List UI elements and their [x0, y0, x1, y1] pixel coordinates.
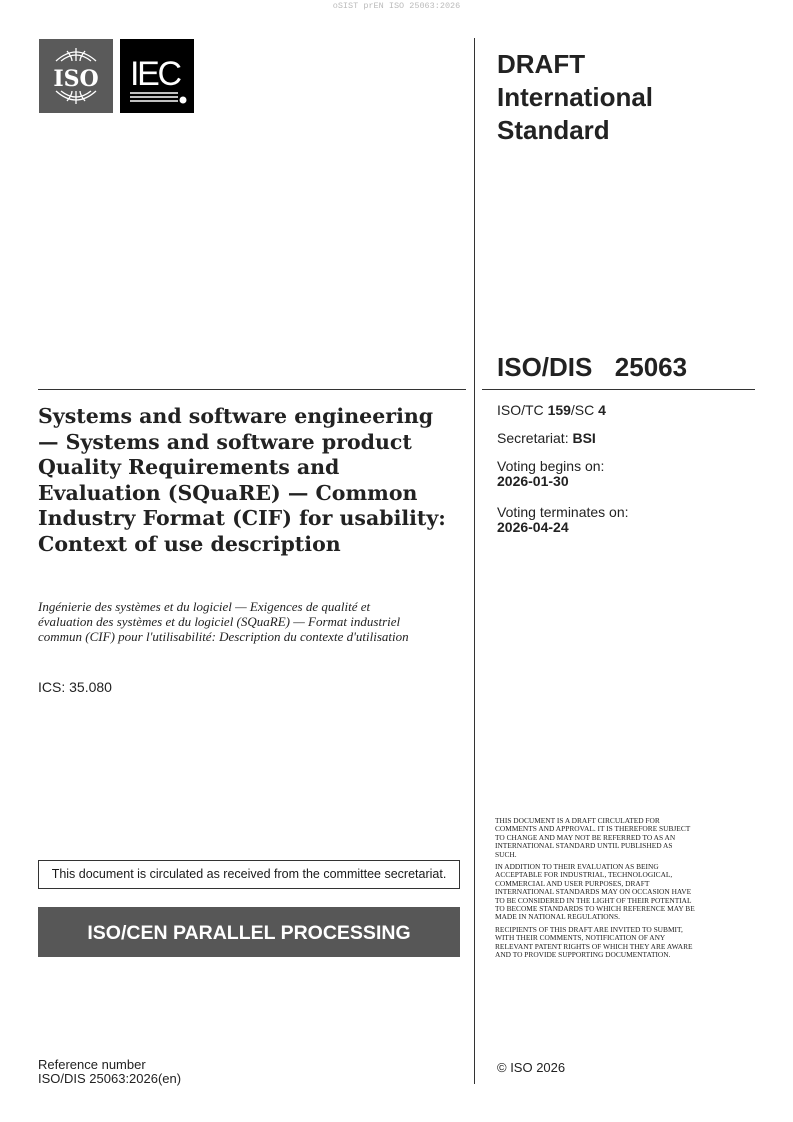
draft-line: International: [497, 82, 654, 112]
rule-right: [482, 389, 755, 390]
iso-logo: [39, 39, 113, 113]
draft-line: DRAFT: [497, 49, 586, 79]
document-type: [497, 48, 653, 147]
reference-number: Reference number ISO/DIS 25063:2026(en): [38, 1057, 182, 1086]
watermark: oSIST prEN ISO 25063:2026: [332, 1, 461, 11]
disclaimer-paragraph: RECIPIENTS OF THIS DRAFT ARE INVITED TO SUBMIT, WITH THEIR COMMENTS, NOTIFICATION OF ANY RELEVANT PATENT RIGHTS OF WHICH THEY ARE AWARE AND TO PROVIDE SUPPORTING DOCUMENTATION.: [495, 924, 693, 960]
french-title: Ingénierie des systèmes et du logiciel — Exigences de qualité et évaluation des systèmes et du logiciel (SQuaRE) — Format industriel commun (CIF) pour l'utilisabilité: Description du contexte d'utilisation: [38, 599, 409, 644]
iec-logo: [120, 39, 194, 113]
svg-text:ISO: ISO: [53, 66, 99, 92]
parallel-processing-banner: ISO/CEN PARALLEL PROCESSING: [38, 907, 460, 957]
voting-begins: Voting begins on: 2026-01-30: [497, 458, 605, 489]
committee: ISO/TC 159/SC 4: [497, 402, 606, 418]
disclaimer-paragraph: THIS DOCUMENT IS A DRAFT CIRCULATED FOR COMMENTS AND APPROVAL. IT IS THEREFORE SUBJECT TO CHANGE AND MAY NOT BE REFERRED TO AS AN INTERNATIONAL STANDARD UNTIL PUBLISHED AS SUCH.: [495, 816, 691, 859]
document-number: ISO/DIS 25063: [497, 352, 688, 382]
rule-left: [38, 389, 466, 390]
document-title: Systems and software engineering — Systems and software product Quality Requirements and Evaluation (SQuaRE) — Common Industry Format (CIF) for usability: Context of use description: [38, 404, 446, 556]
svg-text:IEC: IEC: [130, 55, 182, 93]
draft-line: Standard: [497, 115, 610, 145]
disclaimer-paragraph: IN ADDITION TO THEIR EVALUATION AS BEING ACCEPTABLE FOR INDUSTRIAL, TECHNOLOGICAL, COMMERCIAL AND USER PURPOSES, DRAFT INTERNATIONAL STANDARDS MAY ON OCCASION HAVE TO BE CONSIDERED IN THE LIGHT OF THEIR POTENTIAL TO BECOME STANDARDS TO WHICH REFERENCE MAY BE MADE IN NATIONAL REGULATIONS.: [495, 862, 695, 922]
voting-terminates: Voting terminates on: 2026-04-24: [497, 504, 629, 535]
secretariat: Secretariat: BSI: [497, 430, 596, 446]
circulation-notice: This document is circulated as received from the committee secretariat.: [38, 860, 460, 889]
ics-code: ICS: 35.080: [38, 679, 112, 695]
column-divider: [474, 38, 475, 1084]
draft-disclaimer: [495, 817, 695, 964]
copyright: © ISO 2026: [497, 1060, 566, 1075]
